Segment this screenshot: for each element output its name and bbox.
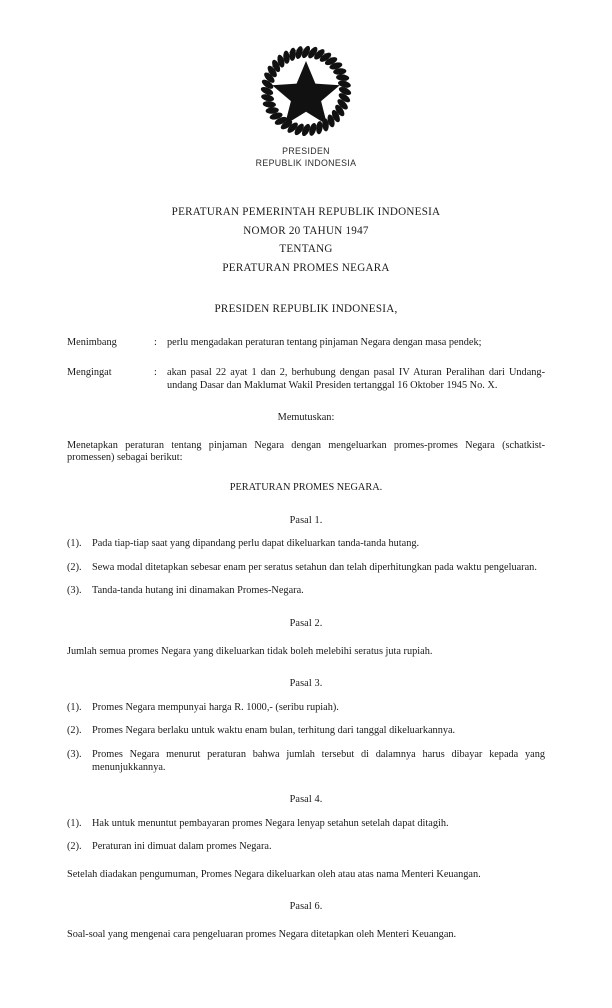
document-body bbox=[67, 337, 545, 941]
pasal-4-trailing-paragraph: Setelah diadakan pengumuman, Promes Negara dikeluarkan oleh atau atas nama Menteri Keuangan. bbox=[67, 868, 481, 880]
memutuskan-heading: Memutuskan: bbox=[277, 412, 335, 424]
pasal-4-item-1 bbox=[67, 818, 545, 831]
item-number: (3). bbox=[67, 585, 82, 597]
pasal-heading-2: Pasal 2. bbox=[289, 617, 323, 629]
item-number: (2). bbox=[67, 561, 82, 573]
pasal-3-item-2 bbox=[67, 725, 545, 738]
title-line-number-year: NOMOR 20 TAHUN 1947 bbox=[243, 224, 369, 237]
menetapkan-paragraph: Menetapkan peraturan tentang pinjaman Negara dengan mengeluarkan promes-promes Negara (schatkist-promessen) sebagai berikut: bbox=[67, 439, 545, 464]
document-title-block bbox=[0, 203, 612, 277]
pasal-3-item-3 bbox=[67, 749, 545, 774]
caption-line-republik-indonesia: REPUBLIK INDONESIA bbox=[255, 158, 357, 169]
menimbang-text: perlu mengadakan peraturan tentang pinjaman Negara dengan masa pendek; bbox=[167, 337, 482, 349]
pasal-1-item-3 bbox=[67, 585, 545, 598]
pasal-heading-1: Pasal 1. bbox=[289, 514, 323, 526]
item-text: Promes Negara mempunyai harga R. 1000,- (seribu rupiah). bbox=[92, 701, 339, 713]
item-number: (3). bbox=[67, 748, 82, 760]
mengingat-label: Mengingat bbox=[67, 367, 112, 378]
item-number: (2). bbox=[67, 841, 82, 853]
title-line-tentang: TENTANG bbox=[279, 243, 333, 256]
pasal-1-item-1 bbox=[67, 538, 545, 551]
caption-line-presiden: PRESIDEN bbox=[282, 146, 330, 156]
pasal-4-item-2 bbox=[67, 841, 545, 854]
item-text: Tanda-tanda hutang ini dinamakan Promes-Negara. bbox=[92, 585, 304, 597]
menimbang-colon: : bbox=[154, 337, 157, 349]
item-text: Promes Negara berlaku untuk waktu enam bulan, terhitung dari tanggal dikeluarkannya. bbox=[92, 725, 456, 737]
garuda-star-wreath-emblem-icon bbox=[258, 44, 354, 136]
pasal-3-item-1 bbox=[67, 702, 545, 715]
pasal-2-paragraph: Jumlah semua promes Negara yang dikeluarkan tidak boleh melebihi seratus juta rupiah. bbox=[67, 645, 433, 657]
preamble-row-menimbang bbox=[67, 337, 545, 350]
item-text: Peraturan ini dimuat dalam promes Negara. bbox=[92, 841, 272, 853]
menimbang-label: Menimbang bbox=[67, 337, 117, 349]
enacting-authority: PRESIDEN REPUBLIK INDONESIA, bbox=[214, 303, 398, 316]
item-number: (1). bbox=[67, 701, 82, 713]
item-number: (1). bbox=[67, 538, 82, 550]
item-text: Promes Negara menurut peraturan bahwa jumlah tersebut di dalamnya harus dibayar kepada yang menunjukkannya. bbox=[92, 748, 545, 773]
presiden-republik-indonesia-caption bbox=[0, 145, 612, 169]
pasal-heading-6: Pasal 6. bbox=[289, 901, 323, 913]
title-line-regulation-type: PERATURAN PEMERINTAH REPUBLIK INDONESIA bbox=[171, 206, 441, 219]
pasal-6-paragraph: Soal-soal yang mengenai cara pengeluaran promes Negara ditetapkan oleh Menteri Keuangan. bbox=[67, 929, 457, 941]
item-number: (2). bbox=[67, 725, 82, 737]
item-text: Pada tiap-tiap saat yang dipandang perlu dapat dikeluarkan tanda-tanda hutang. bbox=[92, 538, 420, 550]
item-text: Hak untuk menuntut pembayaran promes Negara lenyap setahun setelah dapat ditagih. bbox=[92, 817, 449, 829]
document-header bbox=[0, 0, 612, 169]
item-text: Sewa modal ditetapkan sebesar enam per seratus setahun dan telah diperhitungkan pada waktu pengeluaran. bbox=[92, 561, 537, 573]
regulation-title: PERATURAN PROMES NEGARA. bbox=[229, 481, 383, 493]
pasal-1-item-2 bbox=[67, 562, 545, 575]
item-number: (1). bbox=[67, 817, 82, 829]
pasal-heading-3: Pasal 3. bbox=[289, 678, 323, 690]
mengingat-text: akan pasal 22 ayat 1 dan 2, berhubung dengan pasal IV Aturan Peralihan dari Undang-undang Dasar dan Maklumat Wakil Presiden tertanggal 16 Oktober 1945 No. X. bbox=[167, 367, 545, 391]
mengingat-colon: : bbox=[154, 367, 157, 378]
preamble-row-mengingat bbox=[67, 367, 545, 392]
title-line-subject: PERATURAN PROMES NEGARA bbox=[222, 261, 390, 274]
pasal-heading-4: Pasal 4. bbox=[289, 794, 323, 806]
